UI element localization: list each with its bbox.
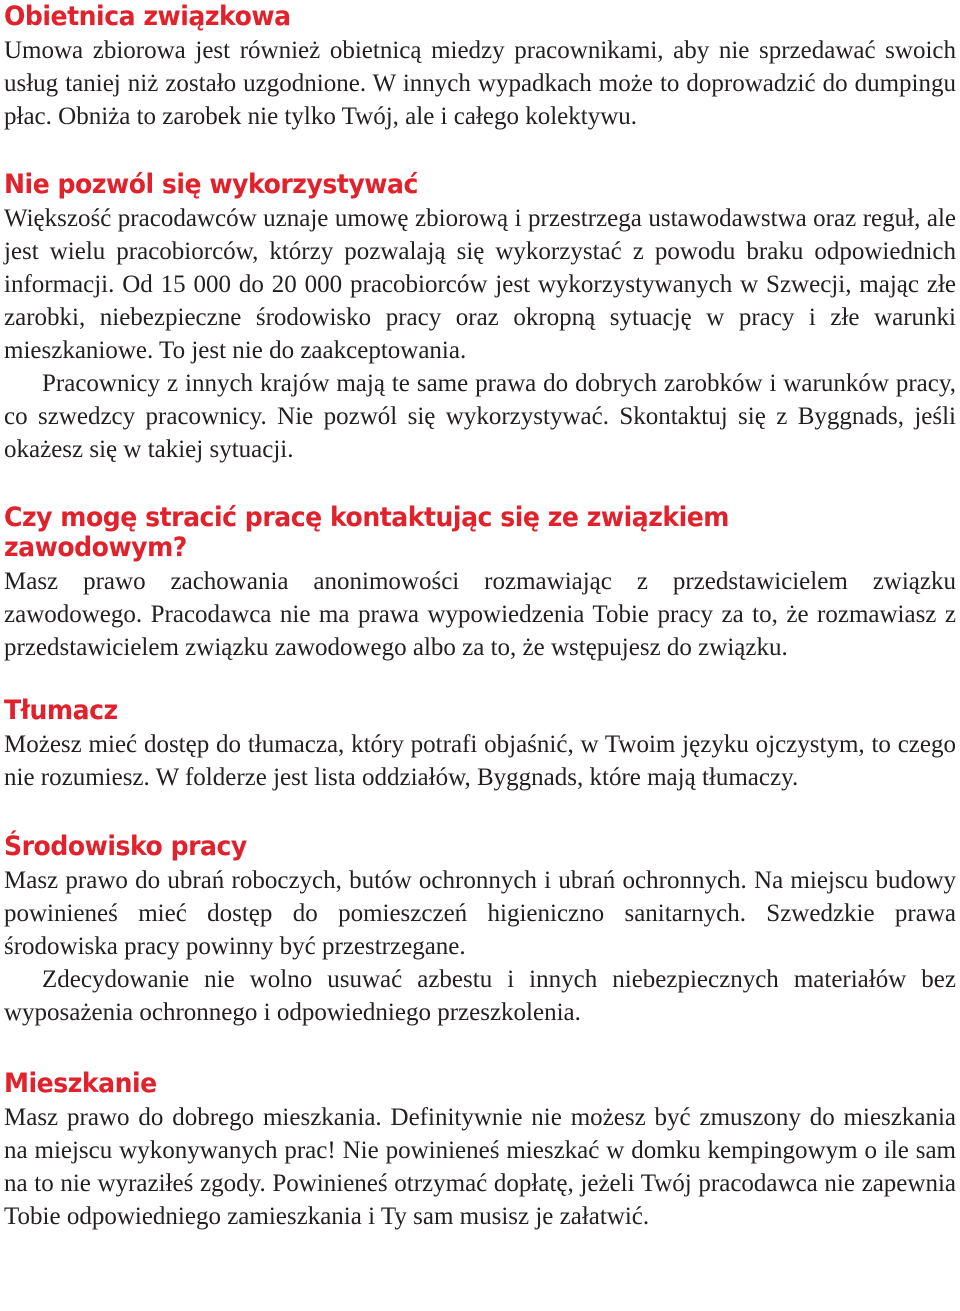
section-heading: Czy mogę stracić pracę kontaktując się ze związkiem zawodowym? [4,502,730,563]
section-housing [4,1069,956,1233]
section-paragraph: Umowa zbiorowa jest również obietnicą miedzy pracownikami, aby nie sprzedawać swoich usług taniej niż zostało uzgodnione. W innych wypadkach może to doprowadzić do dumpingu płac. Obniża to zarobek nie tylko Twój, ale i całego kolektywu. [4,37,956,130]
section-paragraph: Masz prawo do ubrań roboczych, butów ochronnych i ubrań ochronnych. Na miejscu budowy powinieneś mieć dostęp do pomieszczeń higieniczno sanitarnych. Szwedzkie prawa środowiska pracy powinny być przestrzegane. [4,867,956,960]
document-page [4,0,956,1233]
section-paragraph: Zdecydowanie nie wolno usuwać azbestu i innych niebezpiecznych materiałów bez wyposażenia ochronnego i odpowiedniego przeszkolenia. [4,966,956,1026]
section-heading: Obietnica związkowa [4,1,291,32]
section-paragraph: Pracownicy z innych krajów mają te same prawa do dobrych zarobków i warunków pracy, co szwedzcy pracownicy. Nie pozwól się wykorzystywać. Skontaktuj się z Byggnads, jeśli okażesz się w takiej sytuacji. [4,370,956,463]
section-heading: Mieszkanie [4,1068,157,1099]
section-can-i-lose-job [4,503,956,664]
section-heading: Środowisko pracy [4,831,247,862]
section-interpreter [4,696,956,794]
section-paragraph: Większość pracodawców uznaje umowę zbiorową i przestrzega ustawodawstwa oraz reguł, ale jest wielu pracobiorców, którzy pozwalają się wykorzystać z powodu braku odpowiednich informacji. Od 15 000 do 20 000 pracobiorców jest wykorzystywanych w Szwecji, mając złe zarobki, niebezpieczne środowisko pracy oraz okropną sytuację w pracy i złe warunki mieszkaniowe. To jest nie do zaakceptowania. [4,205,956,364]
section-work-environment [4,832,956,1029]
section-paragraph: Masz prawo zachowania anonimowości rozmawiając z przedstawicielem związku zawodowego. Pracodawca nie ma prawa wypowiedzenia Tobie pracy za to, że rozmawiasz z przedstawicielem związku zawodowego albo za to, że wstępujesz do związku. [4,568,956,661]
section-union-promise [4,2,956,133]
section-dont-be-exploited [4,170,956,466]
section-paragraph: Masz prawo do dobrego mieszkania. Definitywnie nie możesz być zmuszony do mieszkania na miejscu wykonywanych prac! Nie powinieneś mieszkać w domku kempingowym o ile sam na to nie wyraziłeś zgody. Powinieneś otrzymać dopłatę, jeżeli Twój pracodawca nie zapewnia Tobie odpowiedniego zamieszkania i Ty sam musisz je załatwić. [4,1104,956,1230]
section-paragraph: Możesz mieć dostęp do tłumacza, który potrafi objaśnić, w Twoim języku ojczystym, to czego nie rozumiesz. W folderze jest lista oddziałów, Byggnads, które mają tłumaczy. [4,731,956,791]
section-heading: Nie pozwól się wykorzystywać [4,169,418,200]
section-heading: Tłumacz [4,695,118,726]
